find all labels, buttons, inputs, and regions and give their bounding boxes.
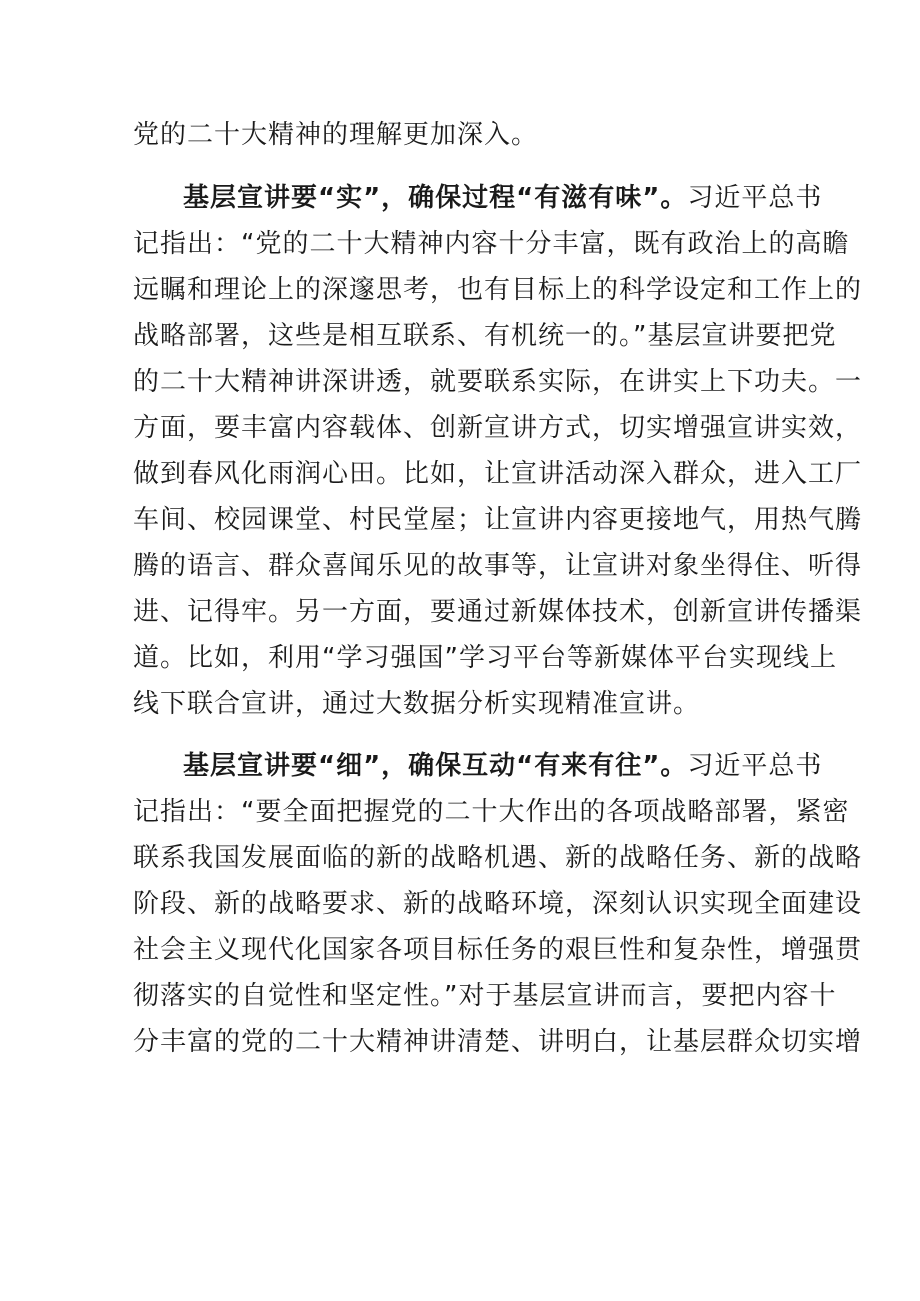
paragraph-line: 战略部署，这些是相互联系、有机统一的。”基层宣讲要把党 bbox=[133, 321, 837, 351]
paragraph-line: 远瞩和理论上的深邃思考，也有目标上的科学设定和工作上的 bbox=[133, 275, 863, 305]
paragraph-line: 社会主义现代化国家各项目标任务的艰巨性和复杂性，增强贯 bbox=[133, 935, 863, 965]
paragraph-line: 车间、校园课堂、村民堂屋；让宣讲内容更接地气，用热气腾 bbox=[133, 505, 863, 535]
paragraph-line: 联系我国发展面临的新的战略机遇、新的战略任务、新的战略 bbox=[133, 843, 863, 873]
paragraph-line: 腾的语言、群众喜闻乐见的故事等，让宣讲对象坐得住、听得 bbox=[133, 551, 863, 581]
paragraph-line: 线下联合宣讲，通过大数据分析实现精准宣讲。 bbox=[133, 689, 701, 719]
paragraph-line: 道。比如，利用“学习强国”学习平台等新媒体平台实现线上 bbox=[133, 643, 837, 673]
paragraph-line: 彻落实的自觉性和坚定性。”对于基层宣讲而言，要把内容十 bbox=[133, 981, 837, 1011]
paragraph-line: 党的二十大精神的理解更加深入。 bbox=[133, 120, 539, 150]
paragraph-line: 记指出：“要全面把握党的二十大作出的各项战略部署，紧密 bbox=[133, 797, 850, 827]
paragraph-line: 的二十大精神讲深讲透，就要联系实际，在讲实上下功夫。一 bbox=[133, 367, 863, 397]
paragraph-text: 习近平总书 bbox=[687, 183, 823, 213]
paragraph-line: 方面，要丰富内容载体、创新宣讲方式，切实增强宣讲实效， bbox=[133, 413, 863, 443]
paragraph-heading-line bbox=[183, 748, 863, 784]
section-heading: 基层宣讲要“实”，确保过程“有滋有味”。 bbox=[183, 183, 688, 213]
paragraph-line: 记指出：“党的二十大精神内容十分丰富，既有政治上的高瞻 bbox=[133, 229, 850, 259]
paragraph-text: 习近平总书 bbox=[687, 751, 823, 781]
paragraph-line: 分丰富的党的二十大精神讲清楚、讲明白，让基层群众切实增 bbox=[133, 1027, 863, 1057]
paragraph-line: 阶段、新的战略要求、新的战略环境，深刻认识实现全面建设 bbox=[133, 889, 863, 919]
paragraph-line: 做到春风化雨润心田。比如，让宣讲活动深入群众，进入工厂 bbox=[133, 459, 863, 489]
paragraph-heading-line bbox=[183, 180, 863, 216]
section-heading: 基层宣讲要“细”，确保互动“有来有往”。 bbox=[183, 751, 688, 781]
paragraph-line: 进、记得牢。另一方面，要通过新媒体技术，创新宣讲传播渠 bbox=[133, 597, 863, 627]
